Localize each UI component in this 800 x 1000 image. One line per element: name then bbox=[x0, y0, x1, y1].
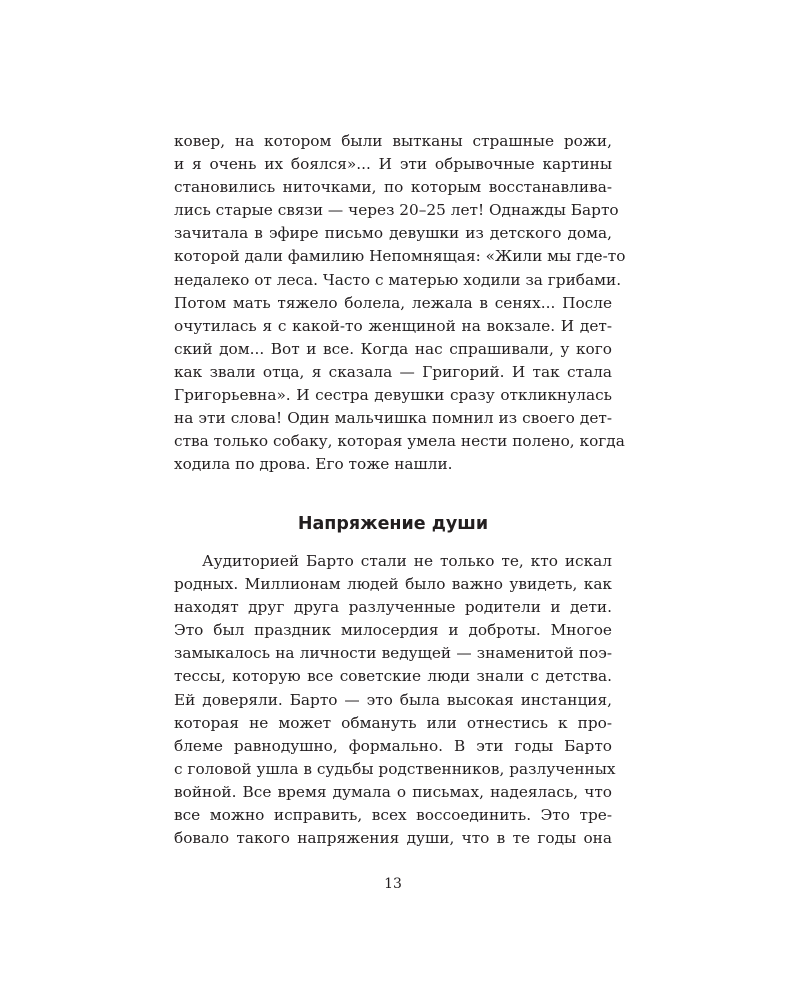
text-line: Ей доверяли. Барто — это была высокая инстанция, bbox=[174, 690, 612, 709]
text-line: ходила по дрова. Его тоже нашли. bbox=[174, 455, 453, 474]
text-line: ства только собаку, которая умела нести полено, когда bbox=[174, 432, 625, 451]
text-line: Григорьевна». И сестра девушки сразу откликнулась bbox=[174, 386, 612, 405]
section-heading: Напряжение души bbox=[297, 514, 489, 534]
text-line: ковер, на котором были вытканы страшные рожи, bbox=[174, 132, 612, 150]
text-line: очутилась я с какой-то женщиной на вокзале. И дет- bbox=[174, 316, 612, 335]
text-line: Аудиторией Барто стали не только те, кто искал bbox=[202, 552, 612, 570]
text-line: которая не может обмануть или отнестись к про- bbox=[174, 713, 612, 732]
text-line: тессы, которую все советские люди знали с детства. bbox=[174, 667, 612, 686]
text-line: блеме равнодушно, формально. В эти годы Барто bbox=[174, 736, 612, 755]
text-line: которой дали фамилию Непомнящая: «Жили мы где-то bbox=[174, 247, 626, 266]
text-line: на эти слова! Один мальчишка помнил из своего дет- bbox=[174, 409, 612, 428]
paragraph-1 bbox=[174, 130, 626, 476]
text-line: недалеко от леса. Часто с матерью ходили за грибами. bbox=[174, 270, 622, 289]
text-line: бовало такого напряжения души, что в те годы она bbox=[174, 829, 612, 848]
text-line: родных. Миллионам людей было важно увидеть, как bbox=[174, 575, 612, 594]
text-line: и я очень их боялся»... И эти обрывочные картины bbox=[174, 155, 612, 174]
text-line: лись старые связи — через 20–25 лет! Однажды Барто bbox=[174, 201, 619, 220]
text-line: находят друг друга разлученные родители и дети. bbox=[174, 598, 612, 617]
text-line: становились ниточками, по которым восстанавлива- bbox=[174, 178, 612, 197]
text-line: Потом мать тяжело болела, лежала в сенях... После bbox=[174, 293, 612, 312]
text-line: замыкалось на личности ведущей — знаменитой поэ- bbox=[174, 644, 612, 663]
paragraph-2 bbox=[174, 550, 616, 850]
page-number: 13 bbox=[384, 876, 402, 892]
text-line: ский дом... Вот и все. Когда нас спрашивали, у кого bbox=[174, 339, 612, 358]
text-line: как звали отца, я сказала — Григорий. И так стала bbox=[174, 362, 612, 381]
text-line: войной. Все время думала о письмах, надеялась, что bbox=[174, 782, 612, 801]
text-line: Это был праздник милосердия и доброты. Многое bbox=[174, 621, 612, 640]
text-line: все можно исправить, всех воссоединить. Это тре- bbox=[174, 806, 612, 825]
text-line: с головой ушла в судьбы родственников, разлученных bbox=[174, 759, 616, 778]
text-line: зачитала в эфире письмо девушки из детского дома, bbox=[174, 224, 612, 243]
